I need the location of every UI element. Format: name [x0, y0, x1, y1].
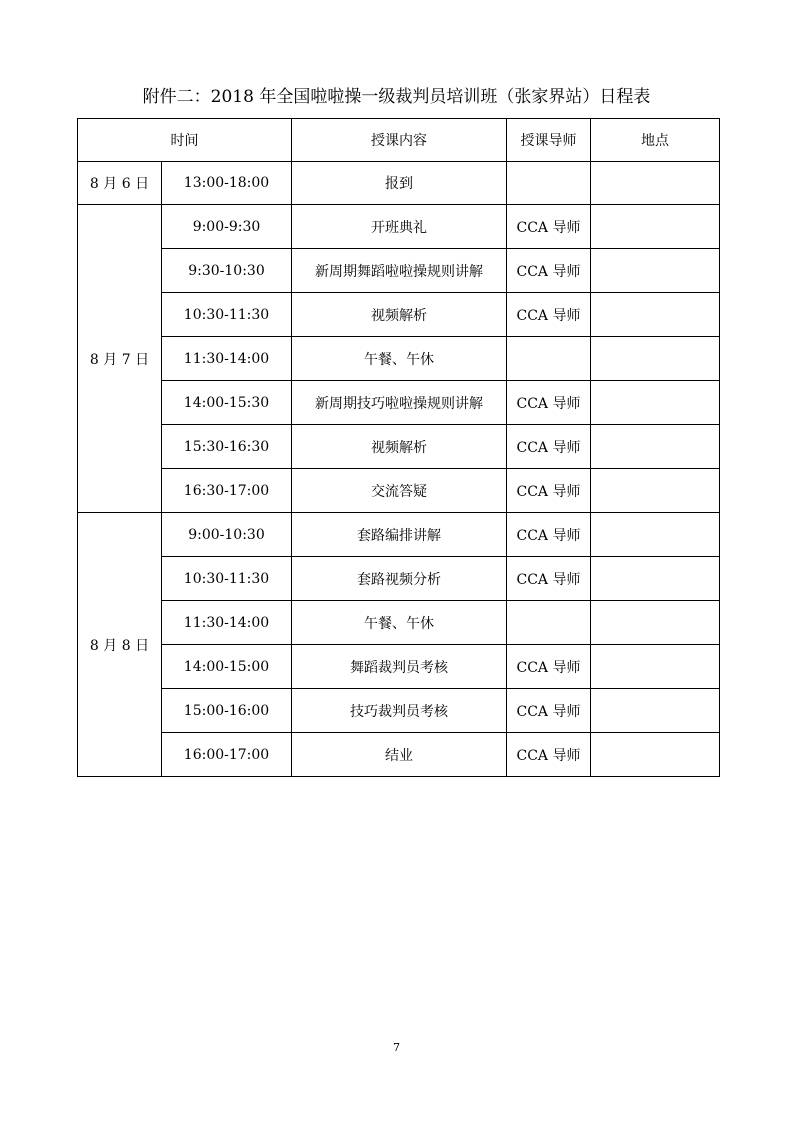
header-content: 授课内容	[292, 119, 507, 162]
location-cell	[591, 469, 720, 513]
table-row	[78, 689, 720, 733]
content-cell: 开班典礼	[292, 205, 507, 249]
teacher-cell	[507, 162, 591, 205]
schedule-table	[77, 118, 720, 777]
time-cell: 14:00-15:30	[162, 381, 292, 425]
header-time: 时间	[78, 119, 292, 162]
content-cell: 舞蹈裁判员考核	[292, 645, 507, 689]
location-cell	[591, 381, 720, 425]
table-row	[78, 645, 720, 689]
time-cell: 9:00-10:30	[162, 513, 292, 557]
document-title: 附件二：2018 年全国啦啦操一级裁判员培训班（张家界站）日程表	[142, 87, 651, 107]
table-row	[78, 381, 720, 425]
table-row	[78, 557, 720, 601]
location-cell	[591, 733, 720, 777]
location-cell	[591, 601, 720, 645]
teacher-cell: CCA 导师	[507, 645, 591, 689]
table-row	[78, 425, 720, 469]
time-cell: 15:30-16:30	[162, 425, 292, 469]
content-cell: 午餐、午休	[292, 601, 507, 645]
time-cell: 16:30-17:00	[162, 469, 292, 513]
table-row	[78, 601, 720, 645]
teacher-cell	[507, 337, 591, 381]
time-cell: 9:00-9:30	[162, 205, 292, 249]
content-cell: 视频解析	[292, 425, 507, 469]
table-row	[78, 733, 720, 777]
teacher-cell: CCA 导师	[507, 689, 591, 733]
teacher-cell: CCA 导师	[507, 249, 591, 293]
content-cell: 新周期技巧啦啦操规则讲解	[292, 381, 507, 425]
date-cell: 8 月 6 日	[78, 162, 162, 205]
location-cell	[591, 689, 720, 733]
location-cell	[591, 337, 720, 381]
table-row	[78, 337, 720, 381]
teacher-cell: CCA 导师	[507, 557, 591, 601]
time-cell: 11:30-14:00	[162, 601, 292, 645]
date-cell: 8 月 8 日	[78, 513, 162, 777]
content-cell: 套路编排讲解	[292, 513, 507, 557]
teacher-cell: CCA 导师	[507, 733, 591, 777]
table-row	[78, 205, 720, 249]
time-cell: 16:00-17:00	[162, 733, 292, 777]
teacher-cell: CCA 导师	[507, 425, 591, 469]
teacher-cell: CCA 导师	[507, 381, 591, 425]
time-cell: 14:00-15:00	[162, 645, 292, 689]
date-cell: 8 月 7 日	[78, 205, 162, 513]
page-number: 7	[393, 1041, 400, 1054]
time-cell: 9:30-10:30	[162, 249, 292, 293]
table-row	[78, 513, 720, 557]
location-cell	[591, 249, 720, 293]
location-cell	[591, 162, 720, 205]
time-cell: 15:00-16:00	[162, 689, 292, 733]
location-cell	[591, 557, 720, 601]
time-cell: 10:30-11:30	[162, 293, 292, 337]
location-cell	[591, 513, 720, 557]
content-cell: 结业	[292, 733, 507, 777]
content-cell: 午餐、午休	[292, 337, 507, 381]
schedule-body	[78, 162, 720, 777]
location-cell	[591, 425, 720, 469]
table-row	[78, 469, 720, 513]
teacher-cell: CCA 导师	[507, 205, 591, 249]
content-cell: 新周期舞蹈啦啦操规则讲解	[292, 249, 507, 293]
table-row	[78, 293, 720, 337]
content-cell: 视频解析	[292, 293, 507, 337]
teacher-cell: CCA 导师	[507, 293, 591, 337]
teacher-cell	[507, 601, 591, 645]
time-cell: 10:30-11:30	[162, 557, 292, 601]
table-header-row	[78, 119, 720, 162]
teacher-cell: CCA 导师	[507, 469, 591, 513]
time-cell: 11:30-14:00	[162, 337, 292, 381]
content-cell: 套路视频分析	[292, 557, 507, 601]
content-cell: 技巧裁判员考核	[292, 689, 507, 733]
table-row	[78, 162, 720, 205]
time-cell: 13:00-18:00	[162, 162, 292, 205]
table-row	[78, 249, 720, 293]
header-teacher: 授课导师	[507, 119, 591, 162]
location-cell	[591, 205, 720, 249]
location-cell	[591, 293, 720, 337]
content-cell: 报到	[292, 162, 507, 205]
location-cell	[591, 645, 720, 689]
content-cell: 交流答疑	[292, 469, 507, 513]
header-location: 地点	[591, 119, 720, 162]
teacher-cell: CCA 导师	[507, 513, 591, 557]
